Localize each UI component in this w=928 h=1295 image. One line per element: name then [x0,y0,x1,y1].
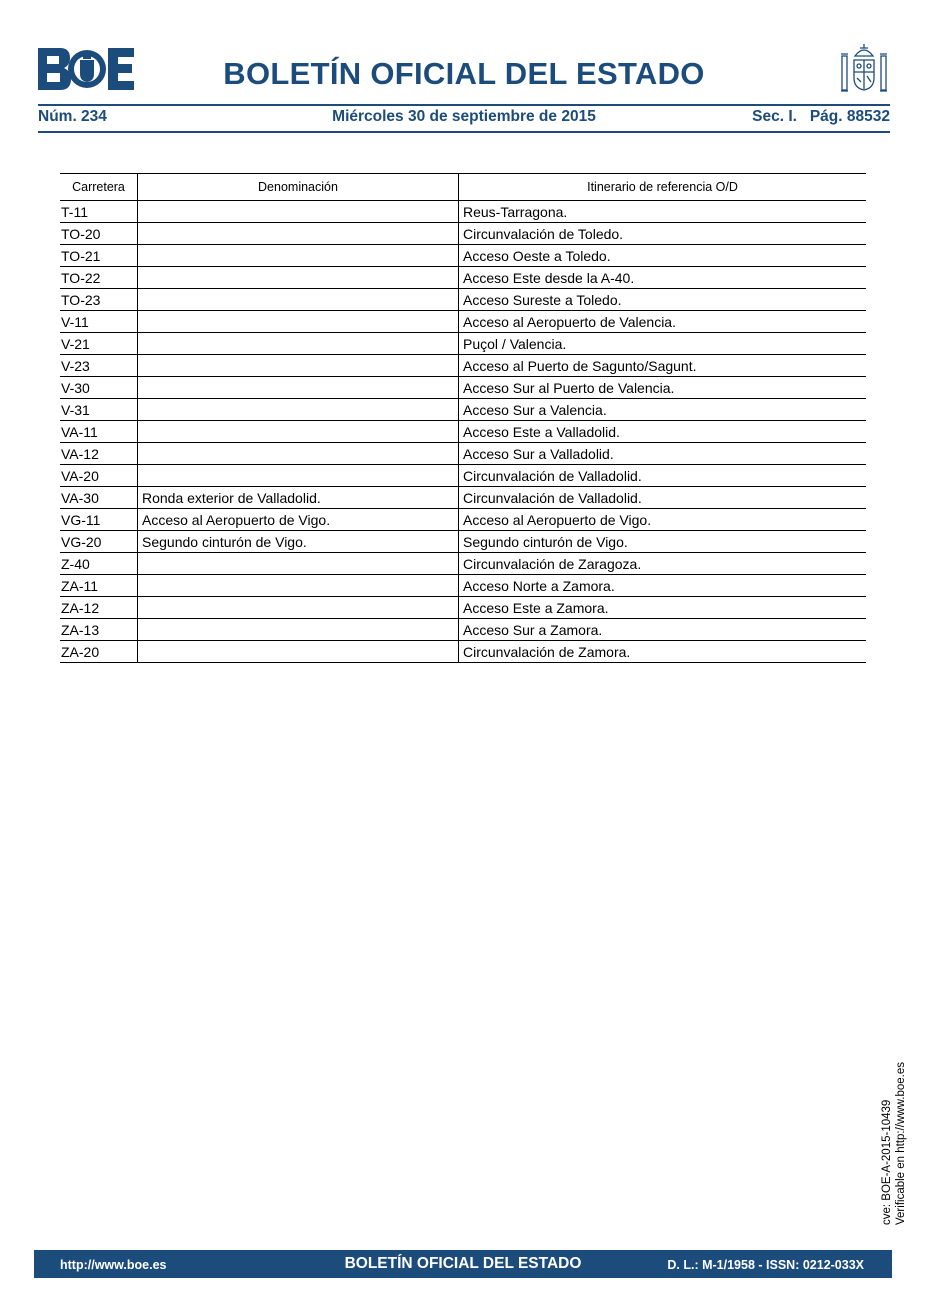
cell-itinerario: Acceso al Puerto de Sagunto/Sagunt. [459,355,867,377]
cell-itinerario: Acceso Sur al Puerto de Valencia. [459,377,867,399]
cell-denominacion [138,619,459,641]
cell-denominacion [138,465,459,487]
table-row [60,597,866,619]
table-body [60,201,866,663]
table-row [60,487,866,509]
cell-itinerario: Circunvalación de Valladolid. [459,487,867,509]
footer-legal: D. L.: M-1/1958 - ISSN: 0212-033X [667,1258,864,1272]
issue-date: Miércoles 30 de septiembre de 2015 [332,108,596,125]
cell-denominacion [138,443,459,465]
cell-carretera: V-11 [60,311,138,333]
cell-denominacion [138,355,459,377]
cell-denominacion: Ronda exterior de Valladolid. [138,487,459,509]
table-row [60,619,866,641]
cell-carretera: VG-20 [60,531,138,553]
table-row [60,311,866,333]
cell-itinerario: Acceso Sur a Valladolid. [459,443,867,465]
cell-denominacion [138,597,459,619]
cell-itinerario: Circunvalación de Valladolid. [459,465,867,487]
page-header [38,38,890,108]
issue-meta [38,108,890,128]
table-row [60,267,866,289]
cell-denominacion [138,641,459,663]
cell-carretera: V-31 [60,399,138,421]
cell-denominacion [138,553,459,575]
cell-carretera: V-30 [60,377,138,399]
cell-carretera: ZA-12 [60,597,138,619]
table-row [60,509,866,531]
meta-rule [38,131,890,133]
table-row [60,421,866,443]
cell-denominacion [138,421,459,443]
table-row [60,377,866,399]
cell-itinerario: Acceso Sureste a Toledo. [459,289,867,311]
cell-denominacion [138,289,459,311]
cell-denominacion [138,399,459,421]
cell-itinerario: Reus-Tarragona. [459,201,867,223]
cell-carretera: ZA-11 [60,575,138,597]
table-row [60,201,866,223]
cell-carretera: TO-20 [60,223,138,245]
table-row [60,641,866,663]
cell-carretera: VA-12 [60,443,138,465]
cell-carretera: ZA-13 [60,619,138,641]
section-page: Sec. I. Pág. 88532 [752,108,890,125]
cell-carretera: Z-40 [60,553,138,575]
table-row [60,553,866,575]
cell-itinerario: Acceso Oeste a Toledo. [459,245,867,267]
cell-itinerario: Segundo cinturón de Vigo. [459,531,867,553]
footer-title: BOLETÍN OFICIAL DEL ESTADO [344,1255,582,1272]
cell-carretera: V-23 [60,355,138,377]
cell-denominacion [138,333,459,355]
table-row [60,333,866,355]
cell-denominacion [138,267,459,289]
cell-carretera: ZA-20 [60,641,138,663]
issue-number: Núm. 234 [38,108,107,125]
cell-carretera: VA-30 [60,487,138,509]
cve-note [880,1062,908,1225]
table-row [60,245,866,267]
cell-carretera: TO-23 [60,289,138,311]
cell-itinerario: Puçol / Valencia. [459,333,867,355]
cell-itinerario: Circunvalación de Toledo. [459,223,867,245]
header-rule [38,104,890,106]
footer-url-link[interactable]: http://www.boe.es [60,1258,167,1272]
coat-of-arms-icon [838,42,890,96]
cell-carretera: VA-20 [60,465,138,487]
cell-itinerario: Acceso Este desde la A-40. [459,267,867,289]
cell-itinerario: Circunvalación de Zaragoza. [459,553,867,575]
cell-carretera: VG-11 [60,509,138,531]
cell-denominacion [138,311,459,333]
cell-carretera: TO-22 [60,267,138,289]
cell-itinerario: Acceso al Aeropuerto de Vigo. [459,509,867,531]
cell-carretera: TO-21 [60,245,138,267]
table-row [60,531,866,553]
cell-carretera: V-21 [60,333,138,355]
cell-itinerario: Acceso Norte a Zamora. [459,575,867,597]
cell-denominacion [138,245,459,267]
cell-itinerario: Acceso Sur a Valencia. [459,399,867,421]
verify-link[interactable]: Verificable en http://www.boe.es [895,1061,907,1225]
table-header-row [60,174,866,201]
cell-itinerario: Acceso al Aeropuerto de Valencia. [459,311,867,333]
cve-code: cve: BOE-A-2015-10439 [881,1099,893,1225]
column-header-carretera: Carretera [60,174,138,201]
cell-itinerario: Acceso Este a Zamora. [459,597,867,619]
column-header-itinerario: Itinerario de referencia O/D [459,174,867,201]
cell-denominacion [138,201,459,223]
table-row [60,575,866,597]
column-header-denominacion: Denominación [138,174,459,201]
cell-itinerario: Acceso Este a Valladolid. [459,421,867,443]
cell-denominacion [138,575,459,597]
cell-denominacion: Segundo cinturón de Vigo. [138,531,459,553]
cell-carretera: VA-11 [60,421,138,443]
roads-table [60,173,866,663]
table-row [60,355,866,377]
table-row [60,465,866,487]
table-row [60,399,866,421]
page-footer [34,1250,892,1278]
table-row [60,443,866,465]
cell-denominacion [138,223,459,245]
cell-itinerario: Circunvalación de Zamora. [459,641,867,663]
cell-itinerario: Acceso Sur a Zamora. [459,619,867,641]
page-title: BOLETÍN OFICIAL DEL ESTADO [223,56,705,91]
table-row [60,289,866,311]
cell-denominacion: Acceso al Aeropuerto de Vigo. [138,509,459,531]
cell-denominacion [138,377,459,399]
table-row [60,223,866,245]
cell-carretera: T-11 [60,201,138,223]
